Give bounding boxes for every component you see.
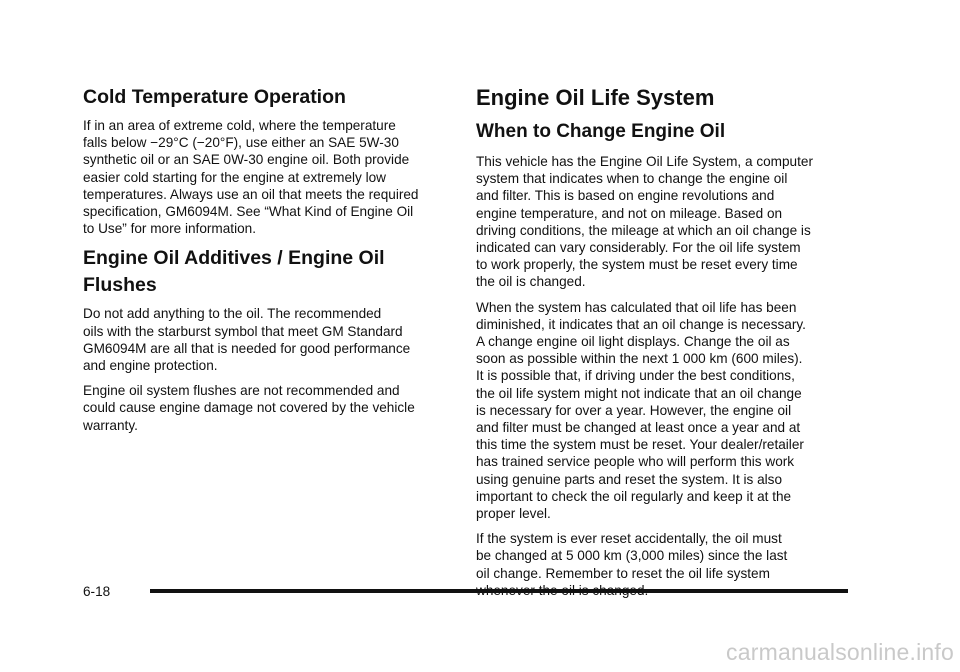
footer-divider	[150, 589, 848, 593]
page-number: 6-18	[83, 584, 111, 599]
heading-engine-oil-life-system: Engine Oil Life System	[476, 85, 715, 110]
paragraph-oil-life-intro: This vehicle has the Engine Oil Life System, a computer system that indicates when to change the engine oil and filter. This is based on engine revolutions and engine temperature, and not on mileage. Based on driving conditions, the mileage at which an oil change is indicated can vary considerably. For the oil life system to work properly, the system must be reset every time the oil is changed.	[476, 154, 813, 290]
left-column	[83, 84, 455, 442]
paragraph-cold-temperature: If in an area of extreme cold, where the temperature falls below −29°C (−20°F), use either an SAE 5W-30 synthetic oil or an SAE 0W-30 engine oil. Both provide easier cold starting for the engine at extremely low temperatures. Always use an oil that meets the required specification, GM6094M. See “What Kind of Engine Oil to Use” for more information.	[83, 118, 419, 237]
paragraph-oil-life-calculation: When the system has calculated that oil life has been diminished, it indicates that an oil change is necessary. A change engine oil light displays. Change the oil as soon as possible within the next 1 000 km (600 miles). It is possible that, if driving under the best conditions, the oil life system might not indicate that an oil change is necessary for over a year. However, the engine oil and filter must be changed at least once a year and at this time the system must be reset. Your dealer/retailer has trained service people who will perform this work using genuine parts and reset the system. It is also important to check the oil regularly and keep it at the proper level.	[476, 299, 806, 522]
right-column	[476, 84, 848, 607]
paragraph-additives: Do not add anything to the oil. The recommended oils with the starburst symbol that meet GM Standard GM6094M are all that is needed for good performance and engine protection.	[83, 306, 411, 374]
subheading-when-to-change-oil: When to Change Engine Oil	[476, 121, 726, 142]
watermark-text: carmanualsonline.info	[726, 639, 954, 665]
heading-oil-additives-flushes: Engine Oil Additives / Engine Oil Flushes	[83, 247, 385, 297]
paragraph-oil-life-reset: If the system is ever reset accidentally, the oil must be changed at 5 000 km (3,000 miles) since the last oil change. Remember to reset the oil life system	[476, 531, 788, 581]
paragraph-flushes: Engine oil system flushes are not recommended and could cause engine damage not covered by the vehicle warranty.	[83, 383, 415, 433]
heading-cold-temperature-operation: Cold Temperature Operation	[83, 86, 346, 108]
